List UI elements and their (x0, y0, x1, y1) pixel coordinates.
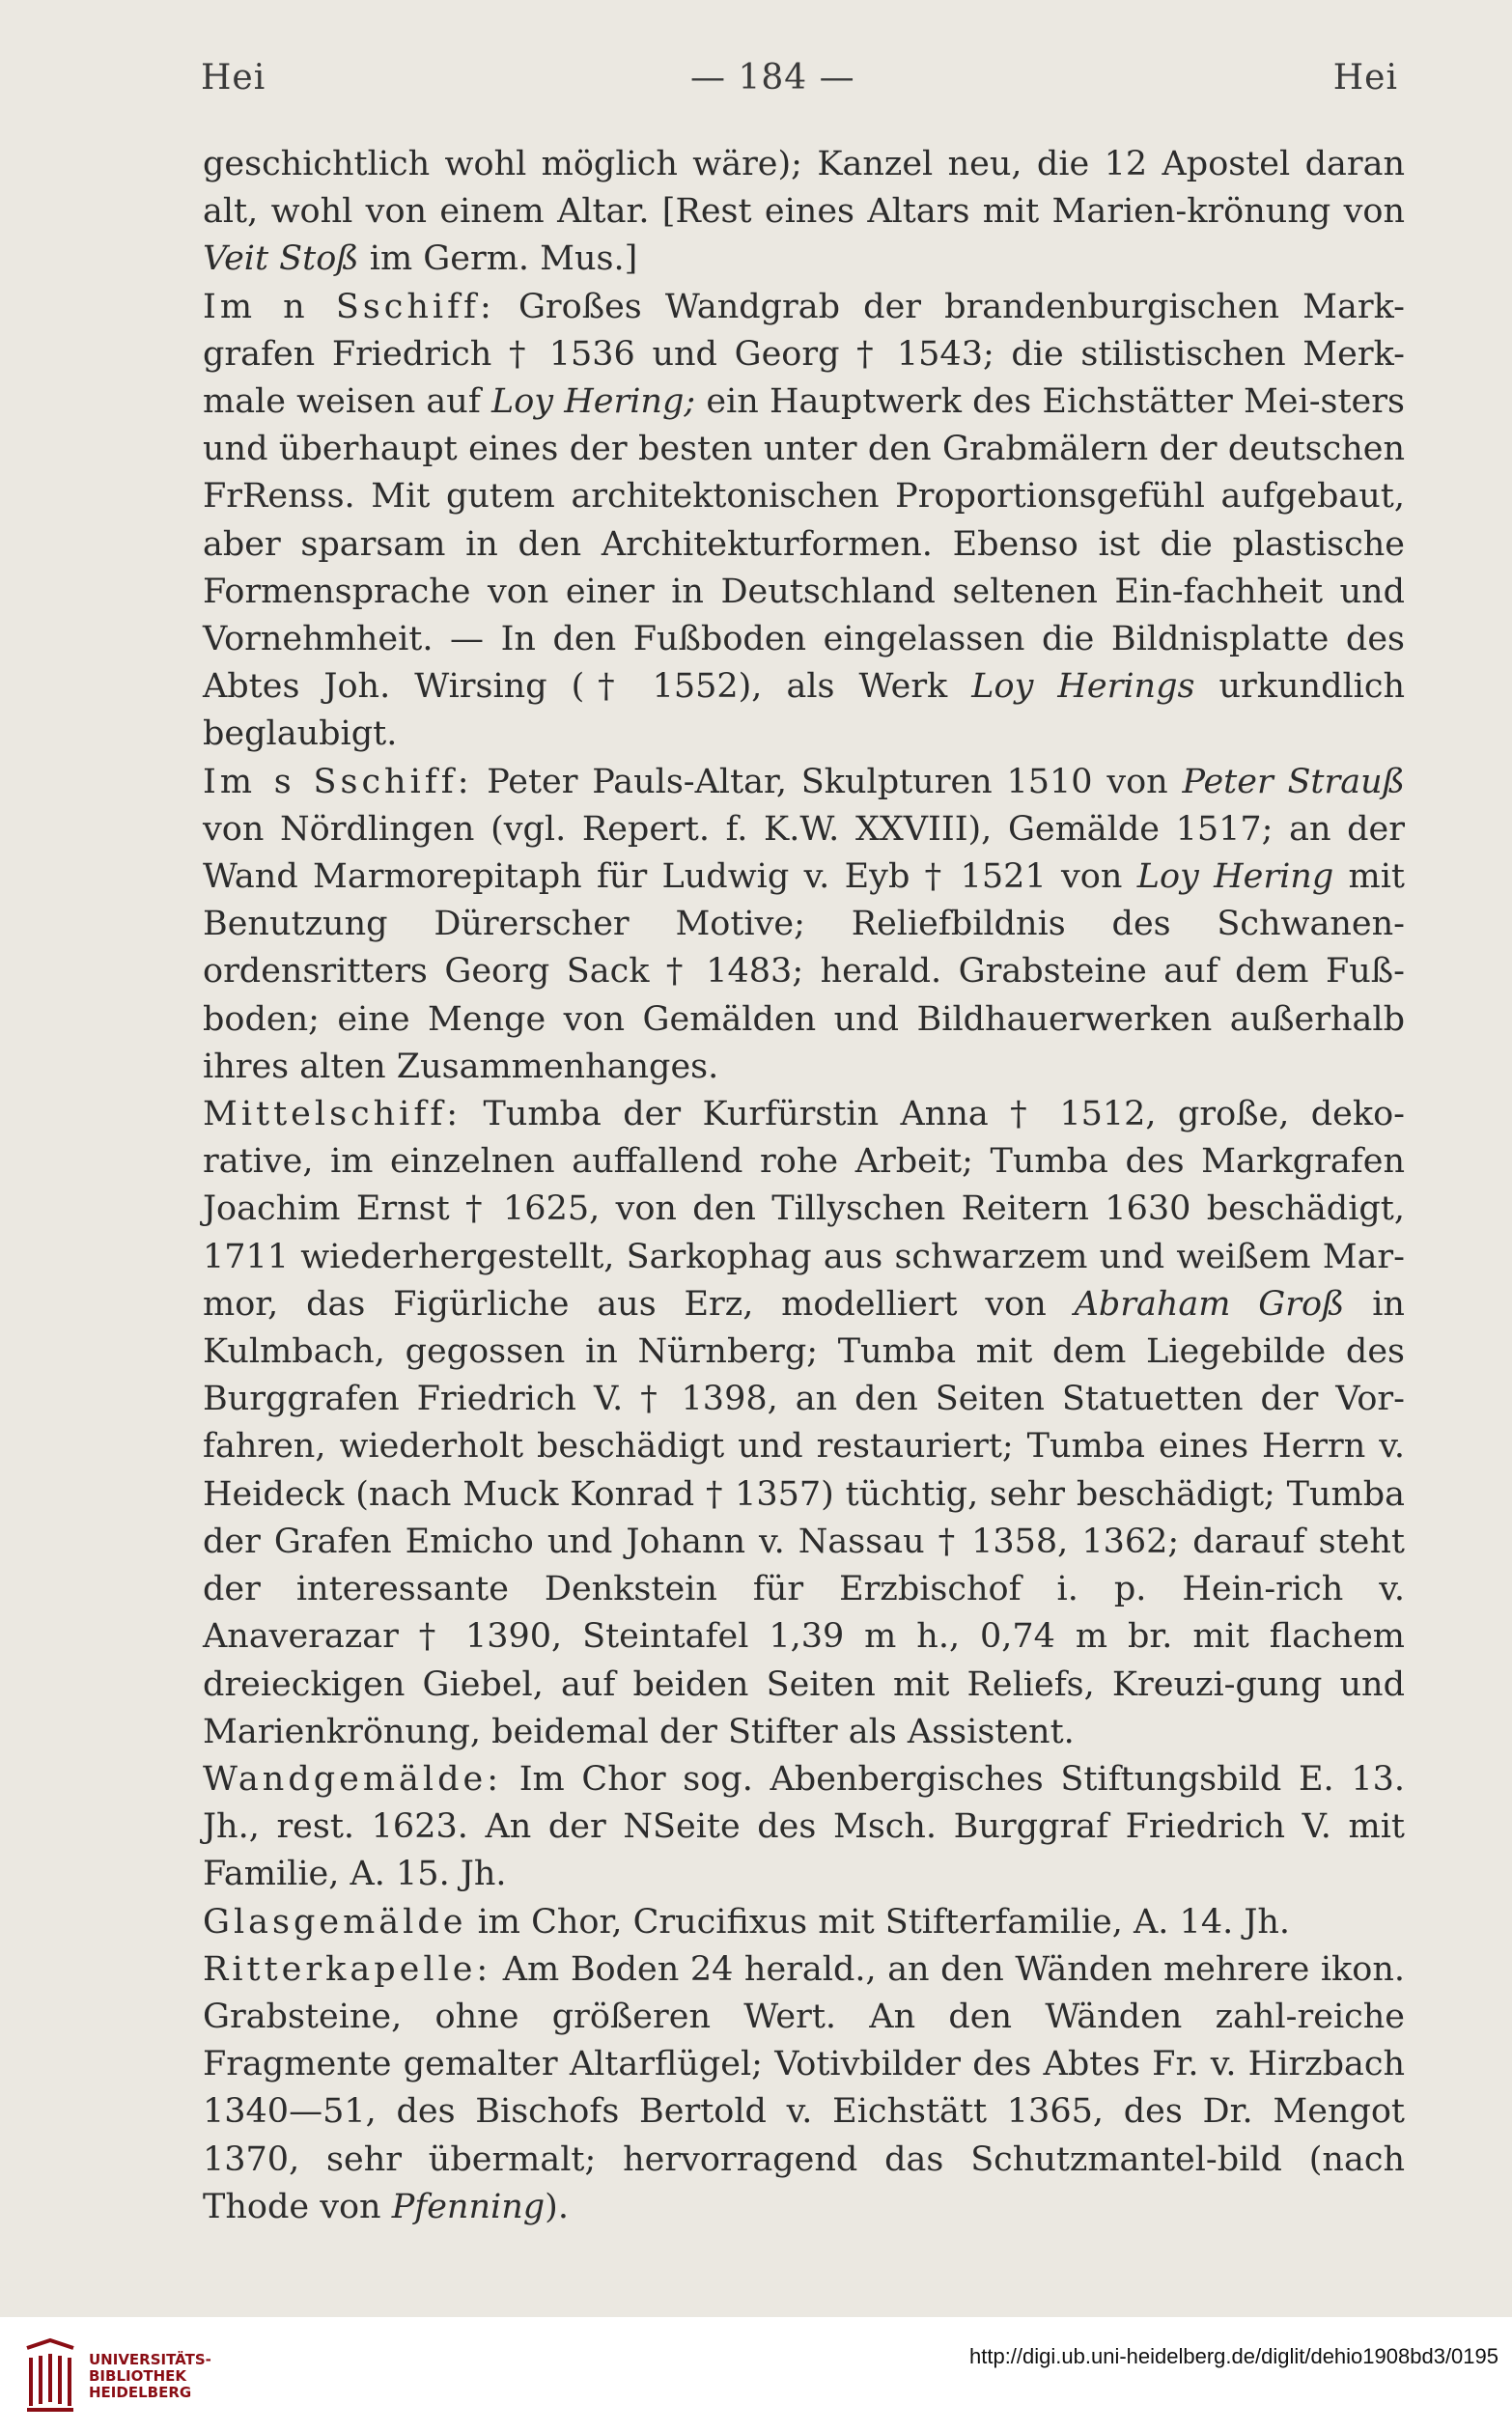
artist-name: Loy Hering (1136, 857, 1334, 897)
paragraph-stained-glass (203, 1899, 1405, 1946)
paragraph-south-aisle (203, 759, 1405, 1091)
library-name-line: BIBLIOTHEK (89, 2367, 186, 2385)
artist-name: Abraham Groß (1074, 1284, 1345, 1324)
section-label: Im s Sschiff: (203, 762, 473, 801)
running-head-right: Hei (1332, 58, 1398, 98)
text-run: Im Chor sog. Abenbergisches Stiftungsbild E. 13. Jh., rest. 1623. An der NSeite des Msch. Burggraf Friedrich V. mit Familie, A. 15. Jh. (203, 1759, 1405, 1894)
library-name-line: HEIDELBERG (89, 2384, 192, 2401)
section-label: Im n Sschiff: (203, 287, 495, 326)
text-run: geschichtlich wohl möglich wäre); Kanzel neu, die 12 Apostel daran alt, wohl von einem Altar. [Rest eines Altars mit Marien-krönung von (203, 145, 1405, 232)
library-name-line: UNIVERSITÄTS- (89, 2351, 211, 2368)
paragraph-north-aisle (203, 284, 1405, 759)
text-run: ein Hauptwerk des Eichstätter Mei-sters und überhaupt eines der besten unter den Grabmälern der deutschen FrRenss. Mit gutem architektonischen Proportionsgefühl aufgebaut, aber sparsam in den Architekturformen. Ebenso ist die plastische Formensprache von einer in Deutschland seltenen Ein-fachheit und Vornehmheit. — In den Fußboden eingelassen die Bildnisplatte des Abtes Joh. Wirsing († 1552), als Werk (203, 382, 1405, 707)
text-run: im Germ. Mus.] (358, 239, 638, 279)
body-text (203, 141, 1405, 2231)
running-head-left: Hei (201, 58, 266, 98)
section-label: Ritterkapelle: (203, 1949, 492, 1989)
paragraph-nave (203, 1091, 1405, 1756)
paragraph-knights-chapel (203, 1946, 1405, 2231)
artist-name: Peter Strauß (1182, 762, 1406, 801)
viewer-footer (0, 2317, 1512, 2432)
paragraph-intro (203, 141, 1405, 284)
artist-name: Veit Stoß (203, 239, 359, 279)
source-url-link[interactable]: http://digi.ub.uni-heidelberg.de/diglit/dehio1908bd3/0195 (969, 2344, 1498, 2368)
library-logo-icon (21, 2336, 79, 2414)
artist-name: Pfenning (391, 2187, 546, 2226)
text-run: in Kulmbach, gegossen in Nürnberg; Tumba mit dem Liegebilde des Burggrafen Friedrich V. † 1398, an den Seiten Statuetten der Vor-fahren, wiederholt beschädigt und restauriert; Tumba eines Herrn v. Heideck (nach Muck Konrad † 1357) tüchtig, sehr beschädigt; Tumba der Grafen Emicho und Johann v. Nassau † 1358, 1362; darauf steht der interessante Denkstein für Erzbischof i. p. Hein-rich v. Anaverazar † 1390, Steintafel 1,39 m h., 0,74 m br. mit flachem dreieckigen Giebel, auf beiden Seiten mit Reliefs, Kreuzi-gung und Marienkrönung, beidemal der Stifter als Assistent. (203, 1284, 1405, 1751)
text-run: urkundlich beglaubigt. (203, 667, 1406, 754)
section-label: Mittelschiff: (203, 1095, 462, 1134)
library-name (89, 2352, 211, 2401)
section-label: Glasgemälde (203, 1902, 467, 1942)
text-run: im Chor, Crucifixus mit Stifterfamilie, A. 14. Jh. (466, 1902, 1291, 1942)
paragraph-murals (203, 1756, 1405, 1899)
text-run: Peter Pauls-Altar, Skulpturen 1510 von (472, 762, 1183, 801)
artist-name: Loy Hering; (490, 382, 696, 422)
text-run: Tumba der Kurfürstin Anna † 1512, große, deko-rative, im einzelnen auffallend rohe Arbeit; Tumba des Markgrafen Joachim Ernst † 1625, von den Tillyschen Reitern 1630 beschädigt, 1711 wiederhergestellt, Sarkophag aus schwarzem und weißem Mar-mor, das Figürliche aus Erz, modelliert von (203, 1095, 1405, 1324)
text-run: Am Boden 24 herald., an den Wänden mehrere ikon. Grabsteine, ohne größeren Wert. An den Wänden zahl-reiche Fragmente gemalter Altarflügel; Votivbilder des Abtes Fr. v. Hirzbach 1340—51, des Bischofs Bertold v. Eichstätt 1365, des Dr. Mengot 1370, sehr übermalt; hervorragend das Schutzmantel-bild (nach Thode von (203, 1949, 1405, 2226)
text-run: mit Benutzung Dürerscher Motive; Reliefbildnis des Schwanen-ordensritters Georg Sack † 1483; herald. Grabsteine auf dem Fuß-boden; eine Menge von Gemälden und Bildhauerwerken außerhalb ihres alten Zusammenhanges. (203, 857, 1405, 1086)
text-run: ). (545, 2187, 569, 2226)
text-run: Großes Wandgrab der brandenburgischen Mark-grafen Friedrich † 1536 und Georg † 1543; die stilistischen Merk-male weisen auf (203, 287, 1405, 422)
page-number: — 184 — (690, 58, 855, 98)
section-label: Wandgemälde: (203, 1759, 503, 1799)
artist-name: Loy Herings (971, 667, 1195, 707)
text-run: von Nördlingen (vgl. Repert. f. K.W. XXVIII), Gemälde 1517; an der Wand Marmorepitaph für Ludwig v. Eyb † 1521 von (203, 809, 1405, 897)
